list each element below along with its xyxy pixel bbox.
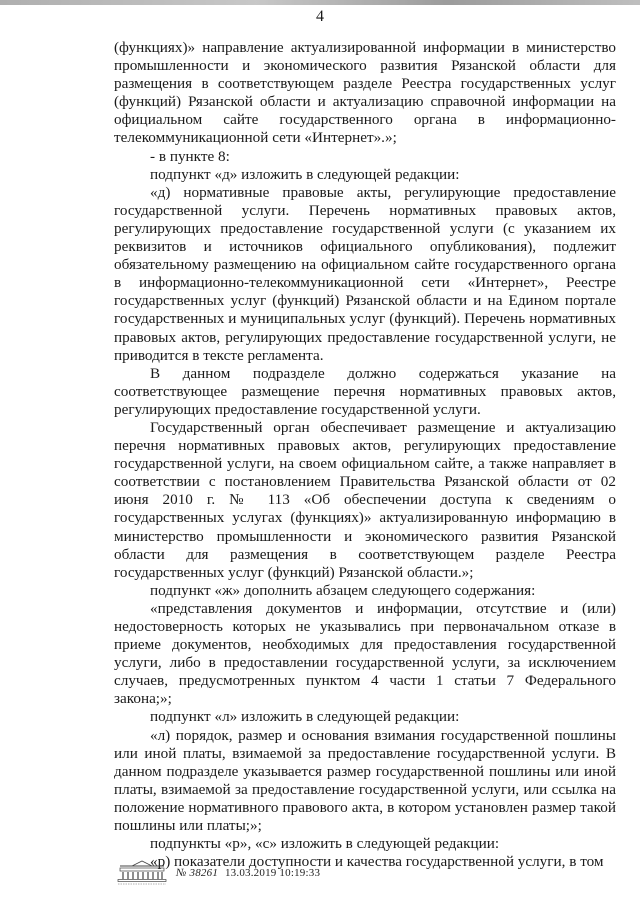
paragraph: Государственный орган обеспечивает размещение и актуализацию перечня нормативных правовых актов, регулирующих предоставление государственной услуги, на своем официальном сайте, а также направляет в соответствии с постановлением Правительства Рязанской области от 02 июня 2010 г. № 113 «Об обеспечении доступа к сведениям о государственных услугах (функциях)» актуализированную информацию в министерство промышленности и экономического развития Рязанской области для размещения в соответствующем разделе Реестра государственных услуг (функций) Рязанской области.»; bbox=[114, 418, 616, 581]
scan-edge-artifact bbox=[0, 0, 640, 5]
paragraph: подпункт «ж» дополнить абзацем следующего содержания: bbox=[150, 581, 536, 599]
page-number: 4 bbox=[316, 8, 324, 25]
paragraph: подпункты «р», «с» изложить в следующей редакции: bbox=[150, 835, 500, 853]
registry-building-stamp-icon bbox=[114, 860, 170, 886]
paragraph: «представления документов и информации, отсутствие и (или) недостоверность которых не указывались при первоначальном отказе в приеме документов, необходимых для предоставления государственной услуги, либо в предоставлении государственной услуги, за исключением случаев, предусмотренных пунктом 4 части 1 статьи 7 Федерального закона;»; bbox=[114, 599, 616, 708]
paragraph: - в пункте 8: bbox=[150, 147, 230, 165]
paragraph: подпункт «л» изложить в следующей редакции: bbox=[150, 708, 460, 726]
paragraph: (функциях)» направление актуализированной информации в министерство промышленности и экономического развития Рязанской области для размещения в соответствующем разделе Реестра государственных услуг (функций) Рязанской области и актуализацию справочной информации на официальном сайте государственного органа в информационно-телекоммуникационной сети «Интернет».»; bbox=[114, 39, 616, 147]
document-body bbox=[114, 39, 616, 871]
paragraph: подпункт «д» изложить в следующей редакции: bbox=[150, 165, 460, 183]
registration-timestamp: 13.03.2019 10:19:33 bbox=[224, 867, 321, 879]
document-number: № 38261 bbox=[176, 867, 219, 879]
paragraph: В данном подразделе должно содержаться указание на соответствующее размещение перечня нормативных правовых актов, регулирующих предоставление государственной услуги. bbox=[114, 364, 616, 418]
paragraph: «р) показатели доступности и качества государственной услуги, в том bbox=[150, 853, 604, 871]
paragraph: «л) порядок, размер и основания взимания государственной пошлины или иной платы, взимаемой за предоставление государственной услуги. В данном подразделе указывается размер государственной пошлины или иной платы, взимаемой за предоставление государственной услуги, или ссылка на положение нормативного правового акта, в котором установлен размер такой пошлины или платы;»; bbox=[114, 726, 616, 835]
registration-footer bbox=[114, 858, 320, 888]
paragraph: «д) нормативные правовые акты, регулирующие предоставление государственной услуги. Перечень нормативных правовых актов, регулирующих предоставление государственной услуги (с указанием их реквизитов и источников официального опубликования), подлежит обязательному размещению на официальном сайте государственного органа в информационно-телекоммуникационной сети «Интернет», Реестре государственных услуг (функций) Рязанской области и на Едином портале государственных и муниципальных услуг (функций). Перечень нормативных правовых актов, регулирующих предоставление государственной услуги, не приводится в тексте регламента. bbox=[114, 183, 616, 364]
